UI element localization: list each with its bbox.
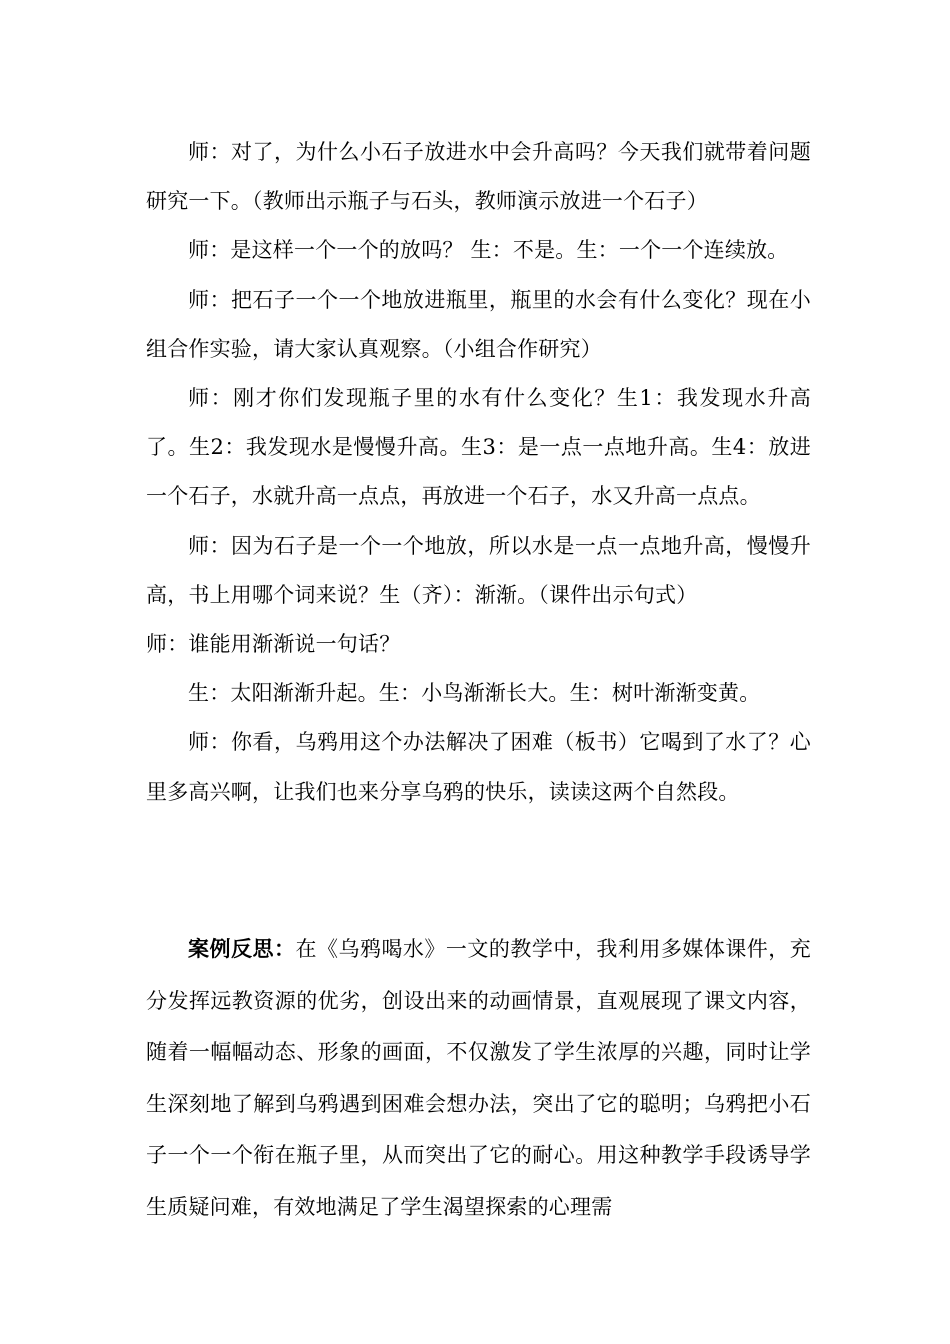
dialogue-paragraph: 师：谁能用渐渐说一句话？ [146, 632, 401, 657]
dialogue-paragraph: 师：对了，为什么小石子放进水中会升高吗？今天我们就带着问题研究一下。（教师出示瓶子与石头，教师演示放进一个石子） [146, 140, 811, 214]
dialogue-paragraph: 师：是这样一个一个的放吗？ 生：不是。生：一个一个连续放。 [188, 238, 789, 263]
reflection-paragraph [146, 923, 811, 1233]
reflection-text: 在《乌鸦喝水》一文的教学中，我利用多媒体课件，充分发挥远教资源的优劣，创设出来的动画情景，直观展现了课文内容，随着一幅幅动态、形象的画面，不仅激发了学生浓厚的兴趣，同时让学生深刻地了解到乌鸦遇到困难会想办法，突出了它的聪明；乌鸦把小石子一个一个衔在瓶子里，从而突出了它的耐心。用这种教学手段诱导学生质疑问难，有效地满足了学生渴望探索的心理需 [146, 937, 811, 1219]
reflection-label: 案例反思： [188, 936, 296, 961]
case-reflection [146, 923, 811, 1233]
dialogue-paragraph: 师：把石子一个一个地放进瓶里，瓶里的水会有什么变化？现在小组合作实验，请大家认真观察。（小组合作研究） [146, 287, 811, 361]
dialogue-paragraph: 师：刚才你们发现瓶子里的水有什么变化？生1：我发现水升高了。生2：我发现水是慢慢升高。生3：是一点一点地升高。生4：放进一个石子，水就升高一点点，再放进一个石子，水又升高一点点。 [146, 386, 811, 509]
dialogue-paragraph: 师：因为石子是一个一个地放，所以水是一点一点地升高，慢慢升高，书上用哪个词来说？生（齐）：渐渐。（课件出示句式） [146, 533, 811, 607]
dialogue-paragraph: 师：你看，乌鸦用这个办法解决了困难（板书）它喝到了水了？心里多高兴啊，让我们也来分享乌鸦的快乐，读读这两个自然段。 [146, 730, 811, 804]
dialogue-paragraph: 生：太阳渐渐升起。生：小鸟渐渐长大。生：树叶渐渐变黄。 [188, 681, 761, 706]
lesson-dialogue [146, 128, 811, 817]
